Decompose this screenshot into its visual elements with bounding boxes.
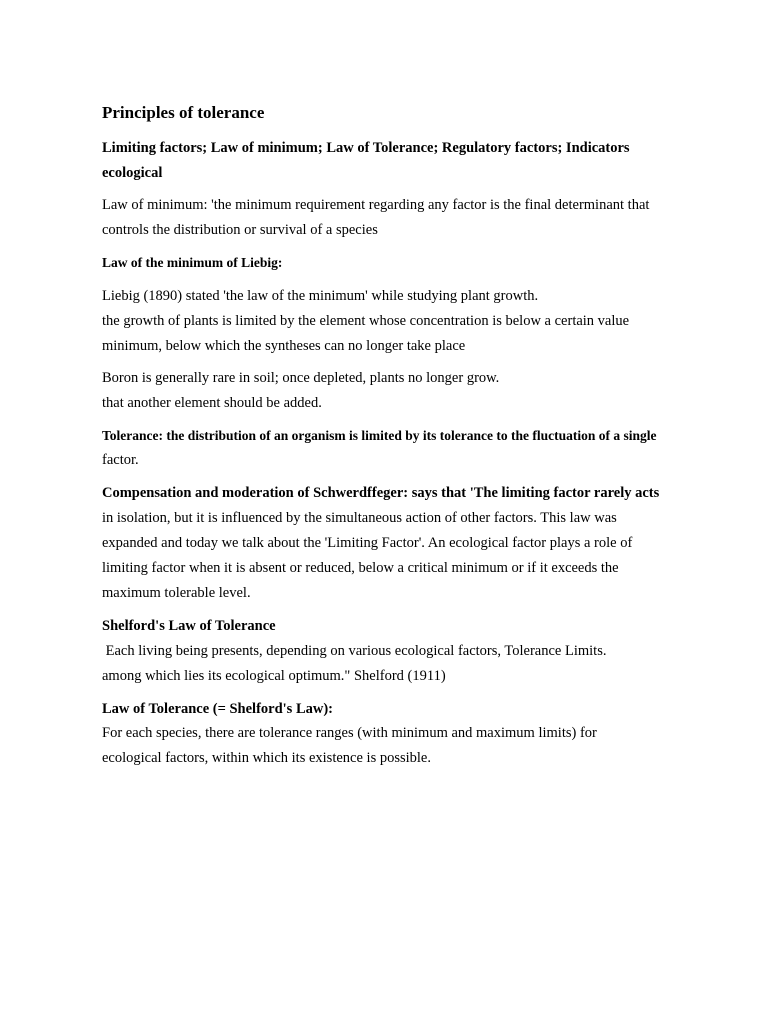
compensation-paragraph — [102, 481, 702, 606]
paragraph-line: For each species, there are tolerance ranges (with minimum and maximum limits) for — [102, 725, 597, 741]
shelford-heading — [102, 614, 702, 639]
paragraph-line: expanded and today we talk about the 'Limiting Factor'. An ecological factor plays a role of — [102, 535, 633, 551]
keywords-paragraph — [102, 136, 702, 186]
paragraph-line: the growth of plants is limited by the element whose concentration is below a certain value — [102, 313, 630, 329]
section-heading: Law of Tolerance (= Shelford's Law): — [102, 701, 333, 717]
paragraph-line: minimum, below which the syntheses can no longer take place — [102, 338, 466, 354]
law-of-tolerance-heading — [102, 697, 702, 722]
paragraph-line: ecological factors, within which its existence is possible. — [102, 750, 431, 766]
paragraph-line: Liebig (1890) stated 'the law of the minimum' while studying plant growth. — [102, 288, 539, 304]
tolerance-bold-line: Tolerance: the distribution of an organism is limited by its tolerance to the fluctuation of a single — [102, 428, 657, 443]
paragraph-line: limiting factor when it is absent or reduced, below a critical minimum or if it exceeds the — [102, 560, 619, 576]
paragraph-line: Each living being presents, depending on various ecological factors, Tolerance Limits. — [102, 643, 607, 659]
paragraph-line: Boron is generally rare in soil; once depleted, plants no longer grow. — [102, 370, 500, 386]
keywords-line: Limiting factors; Law of minimum; Law of Tolerance; Regulatory factors; Indicators — [102, 140, 630, 156]
shelford-paragraph — [102, 639, 702, 689]
compensation-bold-line: Compensation and moderation of Schwerdffeger: says that 'The limiting factor rarely acts — [102, 485, 660, 501]
paragraph-line: among which lies its ecological optimum." Shelford (1911) — [102, 668, 446, 684]
page-title: Principles of tolerance — [102, 103, 265, 122]
law-of-minimum-paragraph — [102, 193, 702, 243]
paragraph-line: in isolation, but it is influenced by the simultaneous action of other factors. This law was — [102, 510, 617, 526]
keywords-line: ecological — [102, 165, 163, 181]
section-heading: Shelford's Law of Tolerance — [102, 618, 276, 634]
liebig-paragraph — [102, 284, 702, 359]
tolerance-paragraph — [102, 423, 702, 473]
paragraph-line: factor. — [102, 452, 139, 468]
boron-paragraph — [102, 366, 702, 416]
paragraph-line: controls the distribution or survival of a species — [102, 222, 378, 238]
liebig-heading — [102, 250, 702, 275]
paragraph-line: maximum tolerable level. — [102, 585, 251, 601]
section-heading: Law of the minimum of Liebig: — [102, 255, 283, 270]
paragraph-line: that another element should be added. — [102, 395, 322, 411]
law-of-tolerance-paragraph — [102, 721, 702, 771]
paragraph-line: Law of minimum: 'the minimum requirement regarding any factor is the final determinant that — [102, 197, 650, 213]
